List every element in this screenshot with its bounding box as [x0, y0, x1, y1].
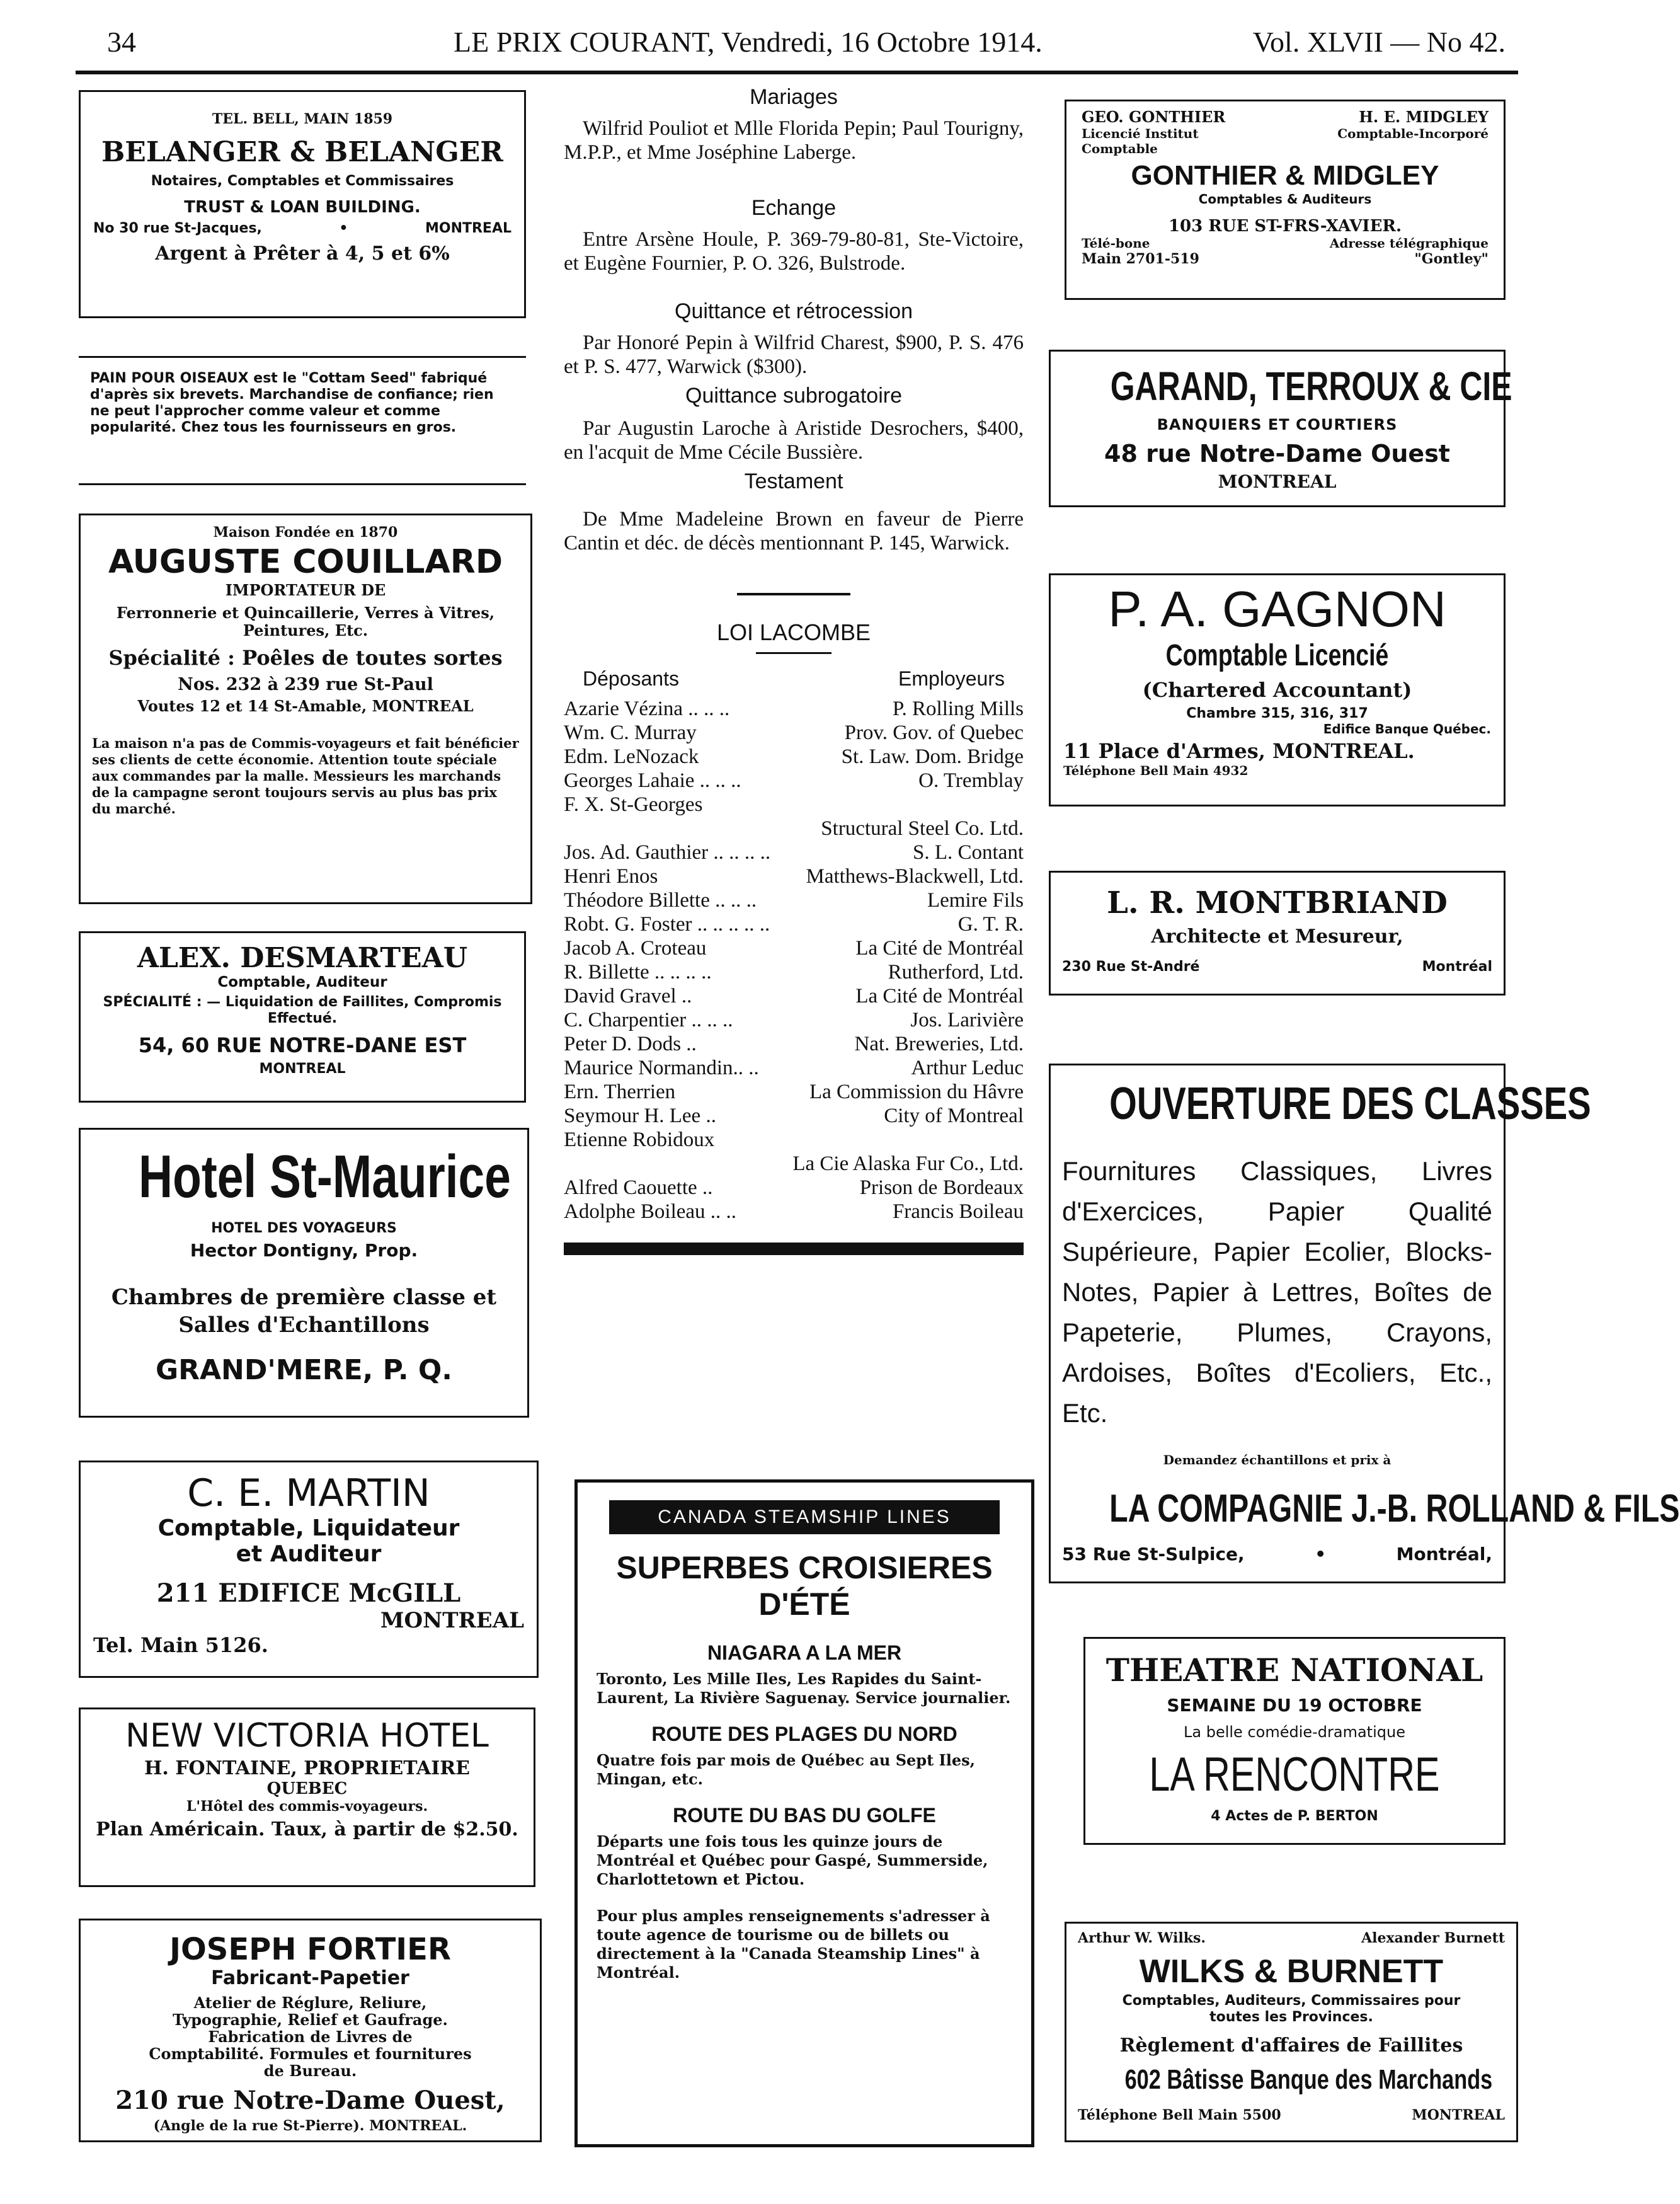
ad-partner: Alexander Burnett: [1361, 1930, 1505, 1946]
depositor-cell: Alfred Caouette ..: [564, 1176, 713, 1199]
ad-body: Fournitures Classiques, Livres d'Exercices, Papier Qualité Supérieure, Papier Ecolier, Blocks-Notes, Papier à Lettres, Boîtes de Papeterie, Plumes, Crayons, Ardoises, Boîtes d'Ecoliers, Etc., Etc.: [1062, 1156, 1492, 1428]
notices-column: [564, 85, 1024, 1255]
ad-rooms: Chambre 315, 316, 317: [1186, 706, 1368, 721]
employer-cell: Rutherford, Ltd.: [888, 961, 1024, 984]
employer-cell: Jos. Larivière: [910, 1009, 1024, 1031]
ad-role: Comptable Licencié: [1165, 639, 1389, 672]
ad-title: NEW VICTORIA HOTEL: [125, 1717, 489, 1755]
ad-separator: •: [339, 221, 348, 236]
depositor-cell: Edm. LeNozack: [564, 745, 699, 768]
table-row: [564, 817, 1024, 841]
depositor-cell: Azarie Vézina .. .. ..: [564, 697, 730, 720]
ad-company: LA COMPAGNIE J.-B. ROLLAND & FILS: [1109, 1487, 1680, 1530]
page-number: 34: [107, 26, 136, 58]
divider: [756, 652, 831, 654]
section-text: Wilfrid Pouliot et Mlle Florida Pepin; Paul Tourigny, M.P.P., et Mme Joséphine Laberge.: [564, 117, 1024, 164]
ad-title: AUGUSTE COUILLARD: [108, 543, 503, 581]
ad-owner: H. FONTAINE, PROPRIETAIRE: [144, 1757, 471, 1779]
table-row: [564, 1104, 1024, 1128]
ad-role: Fabricant-Papetier: [211, 1967, 409, 1989]
table-row: [564, 1008, 1024, 1032]
ad-title: SUPERBES CROISIERES: [616, 1550, 993, 1585]
employer-cell: Lemire Fils: [927, 889, 1024, 912]
section-text: Par Honoré Pepin à Wilfrid Charest, $900, P. S. 476 et P. S. 477, Warwick ($300).: [564, 331, 1024, 378]
ad-city: MONTREAL: [1412, 2107, 1505, 2123]
employer-cell: G. T. R.: [957, 913, 1024, 936]
ad-credential: Comptable: [1082, 141, 1158, 156]
table-row: [564, 697, 1024, 721]
section-text: De Mme Madeleine Brown en faveur de Pierre Cantin et déc. de décès mentionnant P. 145, Warwick.: [564, 508, 1024, 554]
ad-city: MONTREAL: [1218, 471, 1337, 492]
ad-building: 602 Bâtisse Banque des Marchands: [1124, 2064, 1493, 2095]
ad-text: Pour plus amples renseignements s'adresser à toute agence de tourisme ou de billets ou directement à la "Canada Steamship Lines" à Montréal.: [597, 1907, 990, 1982]
ad-building: TRUST & LOAN BUILDING.: [184, 198, 421, 217]
ad-canada-steamship: [574, 1479, 1034, 2147]
ad-address: 210 rue Notre-Dame Ouest,: [115, 2086, 505, 2115]
ad-building: Edifice Banque Québec.: [1323, 721, 1491, 737]
ad-phone: Téléphone Bell Main 5500: [1078, 2107, 1281, 2123]
ad-address-2: Voutes 12 et 14 St-Amable, MONTREAL: [137, 697, 474, 715]
ad-wilks-burnett: [1065, 1922, 1518, 2142]
ad-text: Quatre fois par mois de Québec au Sept Iles, Mingan, etc.: [597, 1751, 976, 1788]
ad-heading: ROUTE DU BAS DU GOLFE: [673, 1804, 936, 1827]
ad-text: Toronto, Les Mille Iles, Les Rapides du Saint-Laurent, La Rivière Saguenay. Service journalier.: [597, 1670, 1011, 1707]
table-row: [564, 1128, 1024, 1152]
table-row: [564, 721, 1024, 745]
employer-cell: La Cité de Montréal: [855, 985, 1024, 1007]
ad-title: D'ÉTÉ: [758, 1587, 850, 1622]
ad-text: PAIN POUR OISEAUX est le "Cottam Seed" fabriqué d'après six brevets. Marchandise de confiance; rien ne peut l'approcher comme valeur et comme popularité. Chez tous les fournisseurs en gros.: [90, 370, 494, 435]
ad-city: GRAND'MERE, P. Q.: [155, 1354, 452, 1386]
ad-address: 103 RUE ST-FRS-XAVIER.: [1168, 217, 1402, 236]
table-row: [564, 912, 1024, 936]
employer-cell: S. L. Contant: [912, 841, 1024, 864]
ad-partner: H. E. MIDGLEY: [1359, 108, 1489, 126]
ad-description: La belle comédie-dramatique: [1184, 1723, 1405, 1741]
ad-address: 48 rue Notre-Dame Ouest: [1104, 440, 1450, 468]
divider: [737, 593, 850, 595]
employer-cell: St. Law. Dom. Bridge: [841, 745, 1024, 768]
table-header: [564, 667, 1024, 697]
section-heading: Testament: [744, 469, 843, 493]
ad-phone: Tel. Main 5126.: [93, 1633, 268, 1657]
depositor-cell: Théodore Billette .. .. ..: [564, 889, 757, 912]
ad-subtitle: HOTEL DES VOYAGEURS: [211, 1220, 397, 1236]
ad-heading: ROUTE DES PLAGES DU NORD: [651, 1723, 957, 1745]
ad-specialty: SPÉCIALITÉ : — Liquidation de Faillites, Compromis Effectué.: [103, 994, 502, 1026]
ad-samples: Demandez échantillons et prix à: [1163, 1452, 1391, 1467]
table-row: [564, 864, 1024, 888]
ad-title: C. E. MARTIN: [187, 1471, 430, 1515]
ad-goods: Ferronnerie et Quincaillerie, Verres à Vitres, Peintures, Etc.: [116, 604, 495, 640]
depositor-cell: F. X. St-Georges: [564, 793, 703, 816]
ad-city: MONTREAL: [425, 221, 511, 236]
depositor-cell: Maurice Normandin.. ..: [564, 1057, 759, 1079]
section-text: Entre Arsène Houle, P. 369-79-80-81, Ste-Victoire, et Eugène Fournier, P. O. 326, Bulstrode.: [564, 228, 1024, 275]
ad-title: GONTHIER & MIDGLEY: [1131, 160, 1439, 191]
employer-cell: Prov. Gov. of Quebec: [844, 721, 1024, 744]
ad-address: 11 Place d'Armes, MONTREAL.: [1063, 739, 1415, 763]
table-row: [564, 1176, 1024, 1200]
ad-gonthier-midgley: [1065, 100, 1506, 300]
table-row: [564, 769, 1024, 793]
ad-text: Départs une fois tous les quinze jours de Montréal et Québec pour Gaspé, Summerside, Charlottetown et Pictou.: [597, 1832, 988, 1888]
ad-address: [93, 221, 511, 236]
ad-couillard: [79, 514, 532, 904]
ad-founded: Maison Fondée en 1870: [213, 524, 398, 541]
depositor-cell: Georges Lahaie .. .. ..: [564, 769, 741, 792]
ad-role: IMPORTATEUR DE: [225, 581, 386, 599]
table-row: [564, 1056, 1024, 1080]
ad-theatre-national: [1083, 1637, 1506, 1845]
employer-cell: Structural Steel Co. Ltd.: [821, 817, 1024, 840]
employer-cell: Francis Boileau: [892, 1200, 1024, 1223]
table-row: [564, 841, 1024, 864]
ad-note: La maison n'a pas de Commis-voyageurs et fait bénéficier ses clients de cette économie. Attention toute spéciale aux commandes par la malle. Messieurs les marchands de la campagne seront toujours servis au plus bas prix du marché.: [92, 735, 519, 817]
lacombe-table: [564, 697, 1024, 1224]
depositor-cell: Wm. C. Murray: [564, 721, 697, 744]
section-heading: Quittance et rétrocession: [675, 299, 913, 323]
table-row: [564, 1032, 1024, 1056]
ad-address: 53 Rue St-Sulpice,: [1062, 1544, 1245, 1564]
section-heading: Echange: [751, 196, 837, 220]
ad-desmarteau: [79, 931, 526, 1103]
ad-week: SEMAINE DU 19 OCTOBRE: [1167, 1695, 1422, 1716]
ad-service: Règlement d'affaires de Faillites: [1119, 2035, 1463, 2057]
ad-phone-label: Télé-bone: [1082, 236, 1150, 251]
ad-building: 211 EDIFICE McGILL: [156, 1578, 461, 1608]
depositor-cell: Jos. Ad. Gauthier .. .. .. ..: [564, 841, 771, 864]
ad-subtitle: Comptables & Auditeurs: [1198, 192, 1372, 207]
ad-title: P. A. GAGNON: [1108, 581, 1446, 637]
table-row: [564, 793, 1024, 817]
section-heading: LOI LACOMBE: [716, 619, 871, 645]
employer-cell: Nat. Breweries, Ltd.: [854, 1033, 1024, 1055]
ad-title: ALEX. DESMARTEAU: [137, 942, 468, 974]
volume-number: Vol. XLVII — No 42.: [1252, 26, 1506, 58]
employer-cell: La Commission du Hâvre: [809, 1081, 1024, 1103]
employer-cell: La Cie Alaska Fur Co., Ltd.: [792, 1152, 1024, 1175]
ad-role-english: (Chartered Accountant): [1142, 678, 1412, 702]
ad-proprietor: Hector Dontigny, Prop.: [190, 1240, 418, 1261]
ad-rate: Plan Américain. Taux, à partir de $2.50.: [96, 1818, 518, 1840]
ad-address: 54, 60 RUE NOTRE-DANE EST: [138, 1033, 467, 1057]
column-header: Employeurs: [898, 667, 1005, 690]
employer-cell: Arthur Leduc: [911, 1057, 1024, 1079]
ad-city: MONTREAL: [380, 1608, 524, 1633]
ad-role: Comptables, Auditeurs, Commissaires pour toutes les Provinces.: [1122, 1993, 1461, 2025]
depositor-cell: David Gravel ..: [564, 985, 692, 1007]
ad-city: QUEBEC: [266, 1779, 348, 1798]
ad-role: Comptable, Auditeur: [217, 974, 387, 990]
ad-description: Notaires, Comptables et Commissaires: [151, 173, 454, 189]
depositor-cell: Etienne Robidoux: [564, 1128, 715, 1151]
table-row: [564, 984, 1024, 1008]
publication-title: LE PRIX COURANT, Vendredi, 16 Octobre 1914.: [454, 26, 1043, 58]
depositor-cell: Jacob A. Croteau: [564, 937, 707, 960]
ad-banner: CANADA STEAMSHIP LINES: [609, 1500, 1000, 1534]
ad-partner: Arthur W. Wilks.: [1078, 1930, 1206, 1946]
ad-city: Montréal: [1422, 959, 1492, 975]
employer-cell: P. Rolling Mills: [892, 697, 1024, 720]
ad-address: 230 Rue St-André: [1062, 959, 1200, 975]
ad-cottam: [79, 356, 526, 485]
ad-title: GARAND, TERROUX & CIE: [1110, 364, 1512, 409]
depositor-cell: R. Billette .. .. .. ..: [564, 961, 712, 984]
ad-role-1: Comptable, Liquidateur: [157, 1515, 460, 1541]
ad-city: MONTREAL: [259, 1061, 346, 1077]
depositor-cell: Adolphe Boileau .. ..: [564, 1200, 737, 1223]
table-row: [564, 1152, 1024, 1176]
ad-telegraph-label: Adresse télégraphique: [1329, 236, 1489, 251]
ad-subtitle: BANQUIERS ET COURTIERS: [1157, 416, 1398, 433]
ad-belanger: [79, 90, 526, 318]
depositor-cell: C. Charpentier .. .. ..: [564, 1009, 733, 1031]
header-rule: [76, 71, 1518, 74]
ad-play: LA RENCONTRE: [1149, 1748, 1440, 1801]
ad-telegraph: "Gontley": [1414, 251, 1489, 267]
ad-rooms: Chambres de première classe et Salles d'Echantillons: [111, 1285, 497, 1338]
ad-street: No 30 rue St-Jacques,: [93, 221, 262, 236]
section-text: Par Augustin Laroche à Aristide Desrochers, $400, en l'acquit de Mme Cécile Bussière.: [564, 417, 1024, 464]
ad-corner: (Angle de la rue St-Pierre). MONTREAL.: [153, 2118, 467, 2134]
divider: [564, 1243, 1024, 1255]
depositor-cell: Seymour H. Lee ..: [564, 1105, 716, 1127]
employer-cell: La Cité de Montréal: [855, 937, 1024, 960]
ad-acts: 4 Actes de P. BERTON: [1211, 1808, 1378, 1824]
ad-title: Hotel St-Maurice: [139, 1143, 511, 1210]
table-row: [564, 745, 1024, 769]
employer-cell: City of Montreal: [884, 1105, 1024, 1127]
ad-hotel-st-maurice: [79, 1128, 529, 1418]
ad-phone: TEL. BELL, MAIN 1859: [212, 111, 393, 127]
ad-title: L. R. MONTBRIAND: [1107, 885, 1448, 921]
ad-role: Architecte et Mesureur,: [1151, 926, 1403, 948]
column-header: Déposants: [583, 667, 679, 690]
ad-heading: NIAGARA A LA MER: [707, 1641, 902, 1664]
ad-credential: Licencié Institut: [1082, 126, 1199, 141]
ad-role-2: et Auditeur: [236, 1541, 382, 1567]
table-row: [564, 1080, 1024, 1104]
ad-title: WILKS & BURNETT: [1139, 1953, 1444, 1990]
ad-separator: •: [1315, 1544, 1327, 1564]
employer-cell: Prison de Bordeaux: [859, 1176, 1024, 1199]
ad-fortier: [79, 1919, 542, 2142]
ad-loan: Argent à Prêter à 4, 5 et 6%: [155, 243, 450, 265]
page-header: [101, 19, 1506, 63]
ad-city: Montréal,: [1396, 1544, 1492, 1564]
depositor-cell: Ern. Therrien: [564, 1081, 676, 1103]
ad-martin: [79, 1461, 539, 1678]
ad-phone: Main 2701-519: [1082, 251, 1199, 267]
table-row: [564, 936, 1024, 960]
depositor-cell: Peter D. Dods ..: [564, 1033, 697, 1055]
ad-title: JOSEPH FORTIER: [169, 1932, 451, 1967]
ad-rolland: [1049, 1064, 1680, 1583]
table-row: [564, 960, 1024, 984]
ad-garand-terroux: [1049, 350, 1512, 507]
ad-description: Atelier de Réglure, Reliure, Typographie, Relief et Gaufrage. Fabrication de Livres de Comptabilité. Formules et fournitures de Bureau.: [149, 1994, 472, 2080]
section-heading: Quittance subrogatoire: [685, 384, 902, 408]
depositor-cell: Robt. G. Foster .. .. .. .. ..: [564, 913, 770, 936]
ad-gagnon: [1049, 573, 1506, 806]
ad-title: BELANGER & BELANGER: [101, 136, 503, 168]
ad-address-1: Nos. 232 à 239 rue St-Paul: [178, 675, 433, 694]
table-row: [564, 1200, 1024, 1224]
ad-montbriand: [1049, 871, 1506, 996]
depositor-cell: Henri Enos: [564, 865, 658, 888]
ad-description: L'Hôtel des commis-voyageurs.: [186, 1798, 428, 1815]
ad-new-victoria: [79, 1708, 535, 1887]
section-heading: Mariages: [750, 85, 838, 109]
ad-title: OUVERTURE DES CLASSES: [1109, 1079, 1591, 1129]
ad-title: THEATRE NATIONAL: [1106, 1651, 1483, 1689]
ad-specialty: Spécialité : Poêles de toutes sortes: [108, 646, 503, 670]
employer-cell: Matthews-Blackwell, Ltd.: [806, 865, 1024, 888]
ad-phone: Téléphone Bell Main 4932: [1063, 763, 1249, 778]
table-row: [564, 888, 1024, 912]
ad-partner: GEO. GONTHIER: [1082, 108, 1226, 126]
employer-cell: O. Tremblay: [918, 769, 1024, 792]
ad-credential: Comptable-Incorporé: [1337, 126, 1489, 141]
